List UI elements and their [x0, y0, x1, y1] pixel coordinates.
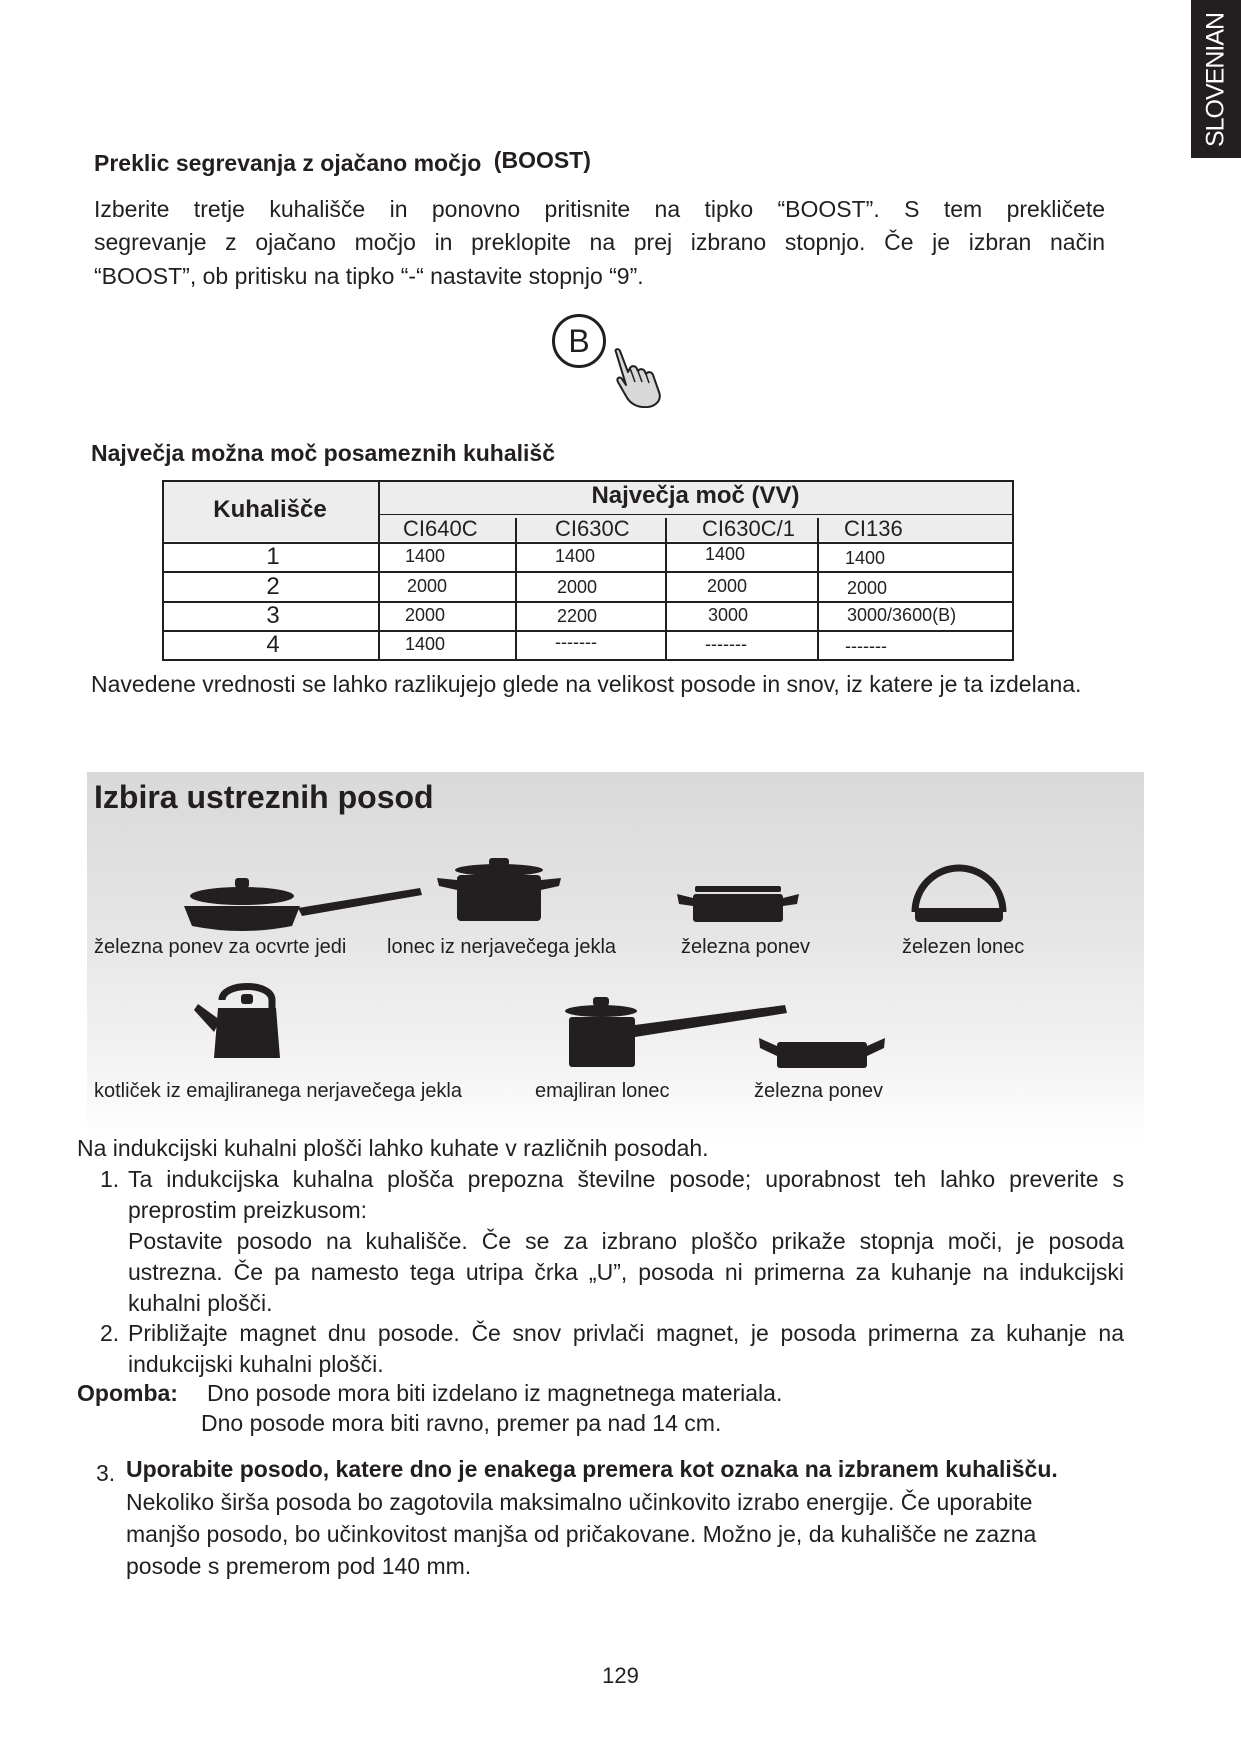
table-cell: 1400 — [555, 546, 596, 566]
item-3-text: Nekoliko širša posoda bo zagotovila maksimalno učinkovito izrabo energije. Če uporabite manjšo posodo, bo učinkovitost manjša od pričakovane. Možno je, da kuhališče ne zazna posode s premerom pod 140 mm. — [126, 1489, 1037, 1579]
table-rule — [162, 659, 1014, 661]
boost-title: Preklic segrevanja z ojačano močjo — [94, 150, 482, 176]
note-line-1: Dno posode mora biti izdelano iz magnetnega materiala. — [207, 1380, 783, 1406]
cookware-label: železna ponev — [681, 936, 810, 958]
item-1-line-2: preprostim preizkusom: — [128, 1197, 368, 1223]
zone-number: 2 — [266, 573, 280, 600]
power-title: Največja možna moč posameznih kuhališč — [91, 440, 555, 466]
list-number: 1. — [100, 1166, 120, 1192]
instructions-intro: Na indukcijski kuhalni plošči lahko kuhate v različnih posodah. — [77, 1135, 709, 1161]
table-cell: ------- — [555, 632, 597, 652]
zone-header: Kuhališče — [213, 496, 327, 523]
power-note: Navedene vrednosti se lahko razlikujejo glede na velikost posode in snov, iz katere je ta izdelana. — [91, 671, 1082, 697]
table-cell: 1400 — [705, 544, 746, 564]
table-rule — [817, 518, 819, 661]
model-header: CI136 — [844, 516, 903, 541]
cookware-label: emajliran lonec — [535, 1080, 670, 1102]
model-header: CI640C — [403, 516, 478, 541]
cookware-label: železen lonec — [902, 936, 1025, 958]
table-cell: 3000/3600(B) — [847, 605, 957, 625]
table-rule — [1012, 480, 1014, 661]
table-cell: 3000 — [708, 605, 749, 625]
item-1-text-2: Postavite posodo na kuhališče. Če se za izbrano ploščo prikaže stopnja moči, je posoda ustrezna. Če pa namesto tega utripa črka „U”, posoda ni primerna za kuhanje na indukcijski kuhalni plošči. — [128, 1228, 1124, 1316]
table-cell: 1400 — [405, 546, 446, 566]
language-label: SLOVENIAN — [1201, 12, 1230, 148]
boost-text-line-1: Izberite tretje kuhališče in ponovno pritisnite na tipko “BOOST”. S tem prekličete — [94, 196, 1105, 222]
model-header: CI630C — [555, 516, 630, 541]
enamel-saucepan-icon — [563, 997, 789, 1069]
model-header: CI630C/1 — [702, 516, 795, 541]
boost-section-heading — [94, 147, 1104, 177]
stainless-steel-pot-icon — [435, 858, 563, 924]
table-cell: 2000 — [707, 576, 748, 596]
table-cell: 2000 — [405, 605, 446, 625]
table-cell: ------- — [705, 634, 747, 654]
table-cell: ------- — [845, 636, 887, 656]
table-cell: 2000 — [557, 577, 598, 597]
cookware-title: Izbira ustreznih posod — [94, 779, 434, 815]
table-rule — [515, 518, 517, 661]
cookware-label: železna ponev — [754, 1080, 883, 1102]
list-number: 3. — [96, 1460, 116, 1486]
boost-button-icon: B — [552, 314, 606, 368]
note-line-2: Dno posode mora biti ravno, premer pa nad 14 cm. — [201, 1410, 722, 1436]
boost-text-line-3: “BOOST”, ob pritisku na tipko “-“ nastavite stopnjo “9”. — [94, 263, 644, 289]
table-cell: 2000 — [847, 578, 888, 598]
table-cell: 1400 — [405, 634, 446, 654]
iron-dome-pot-icon — [911, 862, 1007, 924]
list-number: 2. — [100, 1320, 120, 1346]
zone-number: 3 — [266, 602, 280, 629]
zone-number: 1 — [266, 543, 280, 570]
iron-pan-icon — [675, 884, 801, 924]
boost-text-line-2: segrevanje z ojačano močjo in preklopite na prej izbrano stopnjo. Če je izbran način — [94, 229, 1105, 255]
page-number: 129 — [602, 1663, 639, 1688]
table-rule — [379, 514, 1014, 515]
kettle-icon — [192, 980, 288, 1060]
item-1-line-1: Ta indukcijska kuhalna plošča prepozna številne posode; uporabnost teh lahko preverite s — [128, 1166, 1124, 1192]
cookware-label: lonec iz nerjavečega jekla — [387, 936, 617, 958]
power-header: Največja moč (VV) — [591, 482, 800, 509]
boost-title-suffix: (BOOST) — [493, 147, 591, 173]
item-2-text: Približajte magnet dnu posode. Če snov privlači magnet, je posoda primerna za kuhanje na indukcijski kuhalni plošči. — [128, 1320, 1124, 1377]
frying-pan-with-lid-icon — [180, 878, 426, 938]
flat-iron-pan-icon — [757, 1034, 887, 1070]
cookware-panel — [87, 772, 1144, 1142]
zone-number: 4 — [266, 631, 280, 658]
item-3-bold: Uporabite posodo, katere dno je enakega premera kot oznaka na izbranem kuhališču. — [126, 1456, 1058, 1482]
table-cell: 1400 — [845, 548, 886, 568]
cookware-label: kotliček iz emajliranega nerjavečega jekla — [94, 1080, 462, 1102]
table-cell: 2000 — [407, 576, 448, 596]
pointing-hand-icon — [610, 348, 666, 408]
table-cell: 2200 — [557, 606, 598, 626]
language-tab — [1191, 0, 1241, 158]
power-table — [162, 480, 1014, 661]
table-rule — [665, 518, 667, 661]
note-label: Opomba: — [77, 1380, 178, 1406]
cookware-label: železna ponev za ocvrte jedi — [94, 936, 347, 958]
